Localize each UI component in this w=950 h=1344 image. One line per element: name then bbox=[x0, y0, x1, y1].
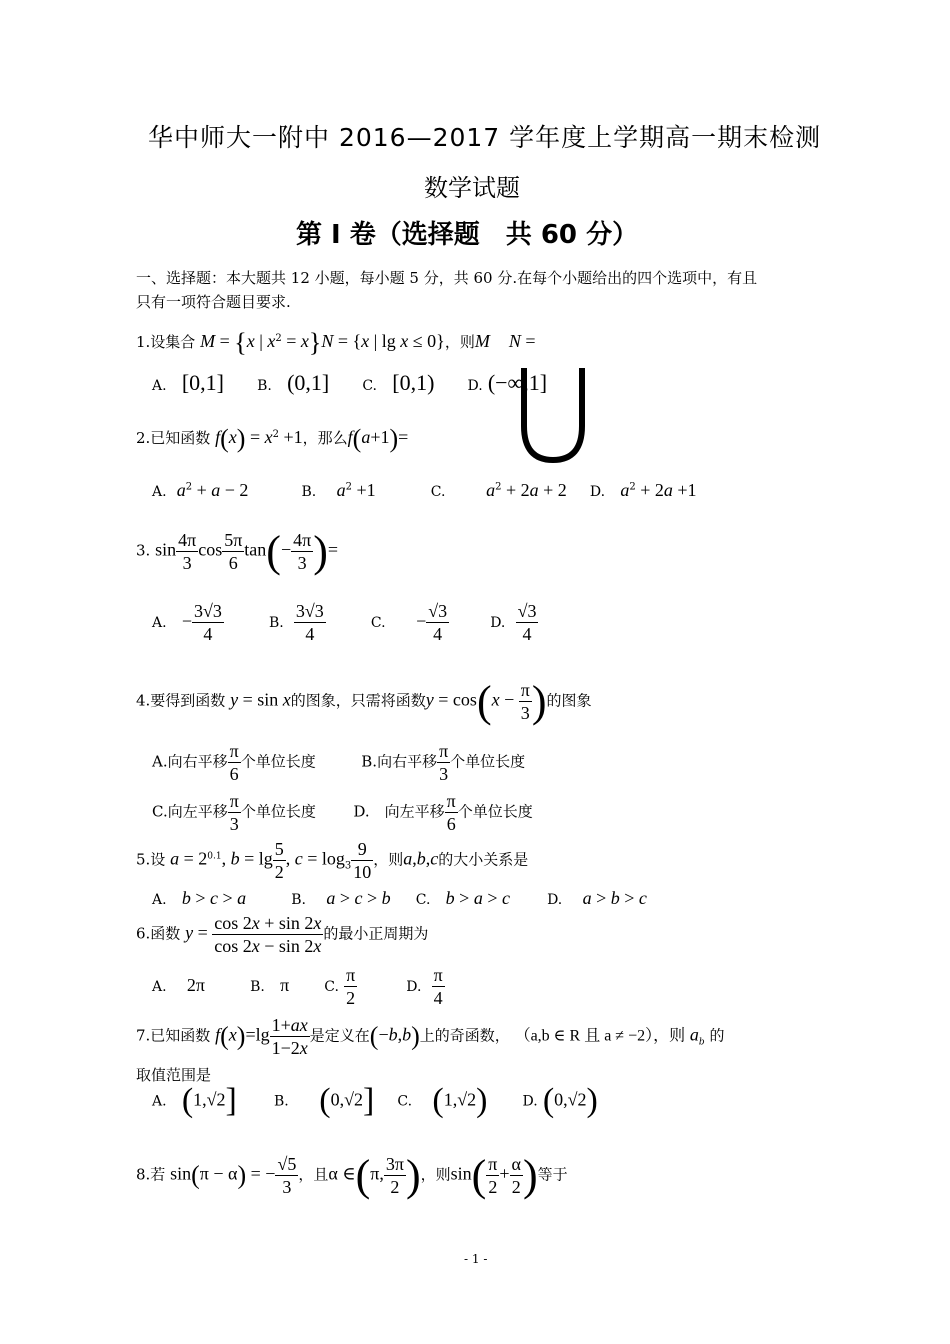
q7-line2: 取值范围是 bbox=[136, 1066, 212, 1084]
q1-options: A. [0,1] B. (0,1] C. [0,1) D. (−∞,1] bbox=[152, 370, 548, 395]
q2-options: A. $a^2 + a - 2$ B. $a^2 +1$ C. $a^2 + 2a + 2$ D. $a^2 + 2a +1$ bbox=[152, 480, 697, 500]
part-heading: 第 Ⅰ 卷（选择题 共 60 分） bbox=[296, 220, 639, 250]
question-2: 2.已知函数 $f(x) = x^2 +1$，那么f(a+1)= bbox=[136, 424, 409, 453]
question-5: 5.设 $a = 2^{0.1}$, b = lg $\frac{5}{2}$ , $c = \log_3$ $\frac{9}{10}$ ，则a,b,c的大小关系是 bbox=[136, 839, 529, 882]
q1-label: 1.设集合 bbox=[136, 333, 196, 351]
question-4: 4.要得到函数 y = sin x的图象，只需将函数y = cos(x − $\frac{\pi}{3}$ )的图象 bbox=[136, 677, 592, 726]
q4-options-row1: A.向右平移 $\frac{\pi}{6}$ 个单位长度 B.向右平移 $\frac{\pi}{3}$ 个单位长度 bbox=[152, 741, 526, 784]
union-symbol-icon bbox=[516, 366, 590, 466]
instructions-line1: 一、选择题：本大题共 12 小题，每小题 5 分，共 60 分.在每个小题给出的四个选项中，有且 bbox=[136, 269, 758, 287]
q5-options: A. b > c > a B. a > c > b C. b > a > c D. a > b > c bbox=[152, 888, 647, 908]
question-7: 7.已知函数 f(x)=lg $\frac{1+ax}{1-2x}$ 是定义在(−b,b)上的奇函数， （a,b ∈ R 且 a ≠ −2），则 $a_b$ 的 bbox=[136, 1015, 725, 1058]
question-3: 3. sin $\frac{4\pi}{3}$ cos $\frac{5\pi}{6}$ tan(− $\frac{4\pi}{3}$ )= bbox=[136, 527, 339, 576]
instructions-line2: 只有一项符合题目要求. bbox=[136, 293, 291, 311]
page-number: - 1 - bbox=[464, 1252, 488, 1266]
exam-subtitle: 数学试题 bbox=[424, 174, 520, 202]
exam-title: 华中师大一附中 2016—2017 学年度上学期高一期末检测 bbox=[148, 123, 822, 152]
q4-options-row2: C.向左平移 $\frac{\pi}{3}$ 个单位长度 D. 向左平移 $\frac{\pi}{6}$ 个单位长度 bbox=[152, 791, 533, 834]
q6-options: A. 2π B. π C. $\frac{\pi}{2}$ D. $\frac{\pi}{4}$ bbox=[152, 965, 443, 1008]
question-1: 1.设集合 M = {x | $x^2 = x\}N = \{x$ | lg x ≤ 0}，则M N = bbox=[136, 328, 536, 357]
question-8: 8.若 sin(π − α) = − $\frac{√5}{3}$ ，且α ∈(π, $\frac{3\pi}{2}$ )，则sin( $\frac{\pi}{2}$ + $\frac{\alpha}{2}$ )等于 bbox=[136, 1151, 568, 1200]
q7-options: A. (1,√2] B. (0,√2] C. (1,√2) D. (0,√2) bbox=[152, 1082, 598, 1119]
question-6: 6.函数 y = $\frac{\cos 2x + \sin 2x}{\cos 2x - \sin 2x}$ 的最小正周期为 bbox=[136, 913, 429, 956]
q1-suffix: ，则 bbox=[444, 333, 475, 351]
q3-options: A. − $\frac{3√3}{4}$ B. $\frac{3√3}{4}$ C. − $\frac{√3}{4}$ D. $\frac{√3}{4}$ bbox=[152, 601, 537, 644]
